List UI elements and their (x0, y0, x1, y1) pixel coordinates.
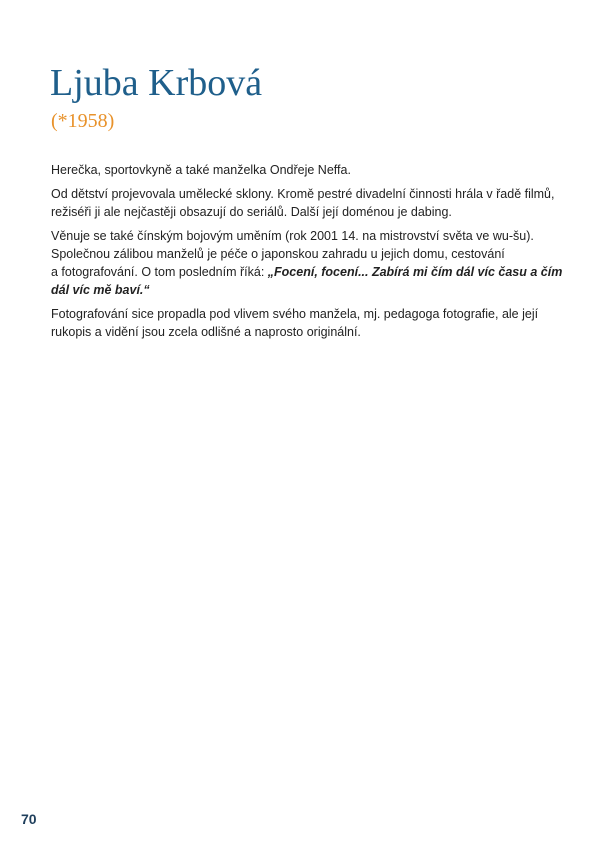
text-line: Věnuje se také čínským bojovým uměním (rok 2001 14. na mistrovství světa ve wu-šu). (51, 229, 534, 243)
quote-text: „Focení, focení... Zabírá mi čím dál víc času a čím (267, 265, 563, 279)
text-line: režiséři ji ale nejčastěji obsazují do seriálů. Další její doménou je dabing. (51, 205, 452, 219)
text-line: Fotografování sice propadla pod vlivem svého manžela, mj. pedagoga fotografie, ale její (51, 307, 539, 321)
text-line: Společnou zálibou manželů je péče o japonskou zahradu u jejich domu, cestování (51, 247, 505, 261)
paragraph-photography (51, 305, 571, 341)
paragraph-career (51, 185, 571, 221)
text-line: rukopis a vidění jsou zcela odlišné a naprosto originální. (51, 325, 361, 339)
text-line: Od dětství projevovala umělecké sklony. Kromě pestré divadelní činnosti hrála v řadě filmů, (51, 187, 555, 201)
quote-text: dál víc mě baví.“ (51, 283, 150, 297)
page-number: 70 (21, 811, 37, 827)
paragraph-hobbies (51, 227, 571, 299)
text-line: a fotografování. O tom posledním říká: (51, 265, 268, 279)
page-title: Ljuba Krbová (50, 62, 263, 104)
paragraph-intro: Herečka, sportovkyně a také manželka Ondřeje Neffa. (51, 163, 351, 177)
article-body (51, 161, 571, 347)
birth-year: (*1958) (51, 110, 115, 132)
